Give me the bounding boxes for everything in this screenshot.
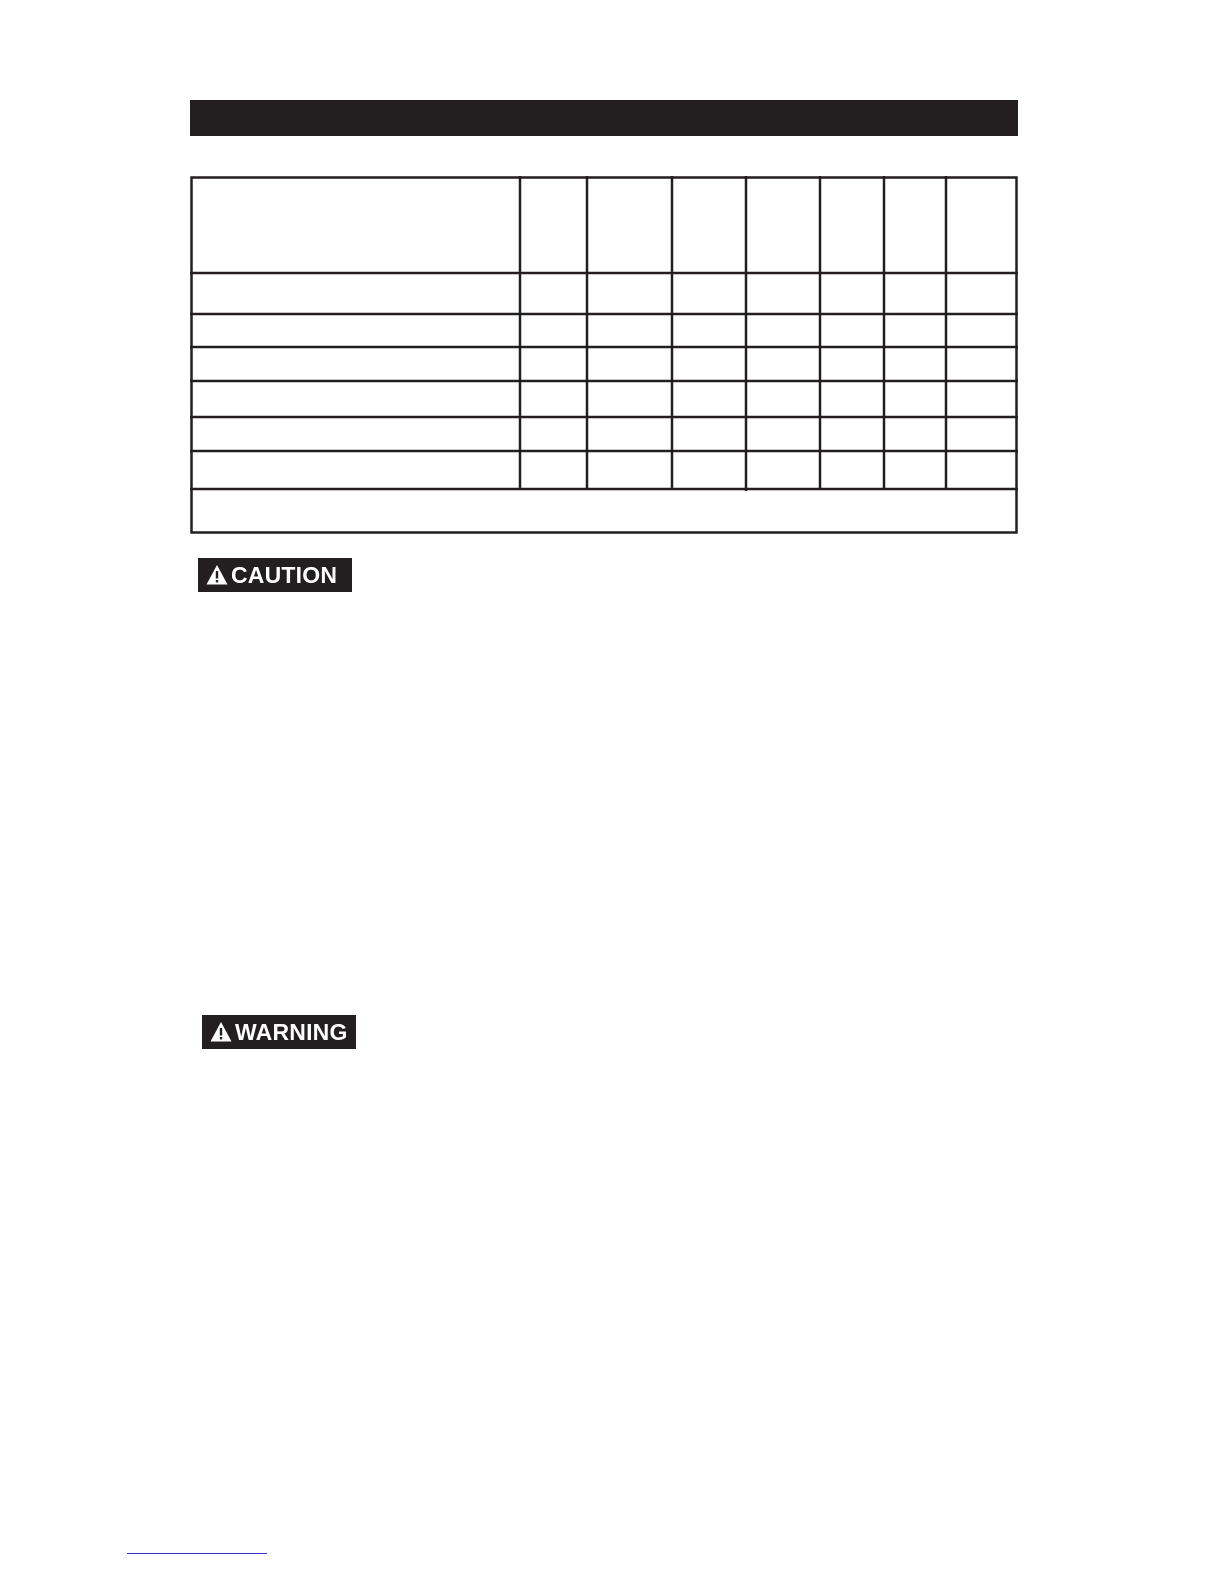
table-border bbox=[192, 178, 1017, 533]
footer-link-underline[interactable] bbox=[127, 1553, 267, 1554]
caution-badge bbox=[198, 558, 352, 592]
spec-table-grid bbox=[190, 176, 1018, 534]
caution-label: CAUTION bbox=[231, 561, 338, 588]
section-header-bar bbox=[190, 100, 1018, 136]
spec-table bbox=[190, 176, 1018, 534]
warning-badge bbox=[202, 1015, 356, 1049]
warning-triangle-icon bbox=[210, 1021, 232, 1043]
warning-triangle-icon bbox=[206, 564, 228, 586]
warning-label: WARNING bbox=[235, 1018, 348, 1045]
